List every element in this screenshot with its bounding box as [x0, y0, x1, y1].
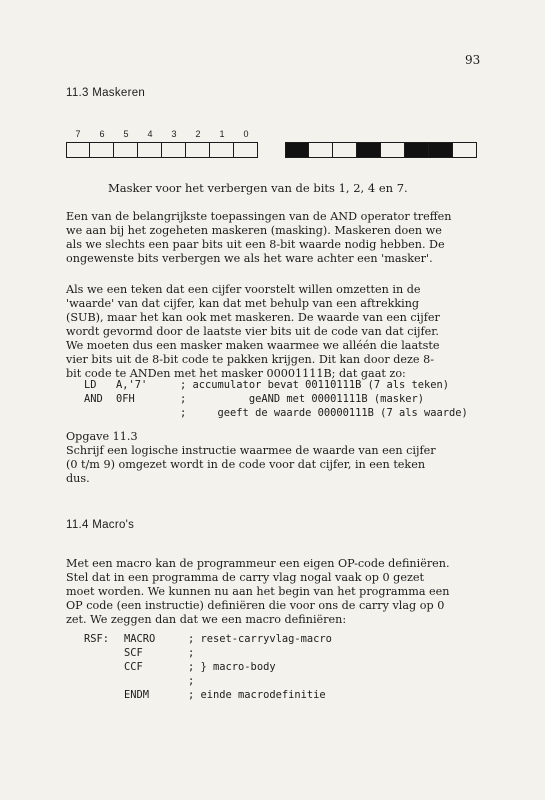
bit-number: 1: [219, 129, 225, 139]
text-line: Stel dat in een programma de carry vlag nogal vaak op 0 gezet: [66, 571, 424, 584]
code-comment: ; geeft de waarde 00000111B (7 als waarde): [180, 407, 468, 419]
bit-number: 5: [123, 129, 129, 139]
paragraph-masking-example: [66, 283, 486, 381]
text-line: Een van de belangrijkste toepassingen van de AND operator treffen: [66, 210, 452, 223]
code-label: RSF:: [84, 633, 110, 645]
text-line: wordt gevormd door de laatste vier bits uit de code van dat cijfer.: [66, 325, 439, 338]
code-line: [84, 688, 326, 702]
code-comment: ; geAND met 00001111B (masker): [180, 393, 424, 405]
code-opcode: CCF: [124, 661, 143, 673]
bit-cell: [234, 142, 258, 158]
code-line: [84, 406, 468, 420]
code-comment: ;: [188, 675, 195, 687]
bit-cell: [186, 142, 210, 158]
code-line: [84, 646, 195, 660]
text-line: (SUB), maar het kan ook met maskeren. De waarde van een cijfer: [66, 311, 440, 324]
figure-caption: Masker voor het verbergen van de bits 1, 2, 4 en 7.: [108, 181, 408, 195]
bit-number: 3: [171, 129, 177, 139]
text-line: moet worden. We kunnen nu aan het begin van het programma een: [66, 585, 450, 598]
bit-number: 7: [75, 129, 81, 139]
mask-cell-covered: [405, 142, 429, 158]
exercise-title: Opgave 11.3: [66, 430, 138, 443]
bit-cell: [114, 142, 138, 158]
text-line: (0 t/m 9) omgezet wordt in de code voor dat cijfer, in een teken: [66, 458, 426, 471]
code-operand: 0FH: [116, 393, 135, 405]
bit-number: 6: [99, 129, 105, 139]
mask-cell-covered: [285, 142, 309, 158]
text-line: ongewenste bits verbergen we als het ware achter een 'masker'.: [66, 252, 433, 265]
text-line: We moeten dus een masker maken waarmee we alléén die laatste: [66, 339, 440, 352]
text-line: Met een macro kan de programmeur een eigen OP-code definiëren.: [66, 557, 450, 570]
mask-diagram: [285, 142, 477, 158]
text-line: we aan bij het zogeheten maskeren (masking). Maskeren doen we: [66, 224, 442, 237]
code-opcode: AND: [84, 393, 103, 405]
bit-number: 2: [195, 129, 201, 139]
bit-number: 0: [243, 129, 249, 139]
code-opcode: MACRO: [124, 633, 156, 645]
text-line: zet. We zeggen dan dat we een macro definiëren:: [66, 613, 347, 626]
code-operand: A,'7': [116, 379, 148, 391]
code-opcode: SCF: [124, 647, 143, 659]
text-line: Als we een teken dat een cijfer voorstelt willen omzetten in de: [66, 283, 421, 296]
mask-cell-covered: [429, 142, 453, 158]
mask-cell-open: [453, 142, 477, 158]
code-line: [84, 378, 449, 392]
code-comment: ; } macro-body: [188, 661, 276, 673]
paragraph-masking-intro: [66, 210, 486, 266]
text-line: bit code te ANDen met het masker 00001111B; dat gaat zo:: [66, 367, 406, 380]
code-block-masking: [84, 378, 468, 420]
text-line: dus.: [66, 472, 90, 485]
code-opcode: LD: [84, 379, 97, 391]
exercise-text: [66, 444, 486, 486]
code-line: [84, 660, 276, 674]
page-number: 93: [465, 53, 481, 67]
text-line: OP code (een instructie) definiëren die voor ons de carry vlag op 0: [66, 599, 445, 612]
byte-diagram: [66, 142, 258, 160]
mask-cell-open: [381, 142, 405, 158]
code-line: [84, 674, 195, 688]
text-line: als we slechts een paar bits uit een 8-bit waarde nodig hebben. De: [66, 238, 445, 251]
text-line: Schrijf een logische instructie waarmee de waarde van een cijfer: [66, 444, 436, 457]
section-heading-masking: 11.3 Maskeren: [66, 87, 146, 99]
mask-cell-open: [333, 142, 357, 158]
mask-cell-covered: [357, 142, 381, 158]
mask-cell-open: [309, 142, 333, 158]
bit-cell: [90, 142, 114, 158]
paragraph-macros: [66, 557, 486, 627]
code-comment: ; reset-carryvlag-macro: [188, 633, 332, 645]
code-opcode: ENDM: [124, 689, 150, 701]
bit-cell: [210, 142, 234, 158]
bit-cell: [162, 142, 186, 158]
code-comment: ;: [188, 647, 195, 659]
bit-cell: [138, 142, 162, 158]
text-line: vier bits uit de 8-bit code te pakken krijgen. Dit kan door deze 8-: [66, 353, 434, 366]
text-line: 'waarde' van dat cijfer, kan dat met behulp van een aftrekking: [66, 297, 420, 310]
code-comment: ; einde macrodefinitie: [188, 689, 326, 701]
bit-numbers: [66, 129, 256, 141]
code-line: [84, 392, 424, 406]
code-line: [84, 632, 332, 646]
code-comment: ; accumulator bevat 00110111B (7 als teken): [180, 379, 449, 391]
code-block-macro: [84, 632, 332, 702]
bit-number: 4: [147, 129, 153, 139]
bit-cell: [66, 142, 90, 158]
section-heading-macros: 11.4 Macro's: [66, 519, 135, 531]
